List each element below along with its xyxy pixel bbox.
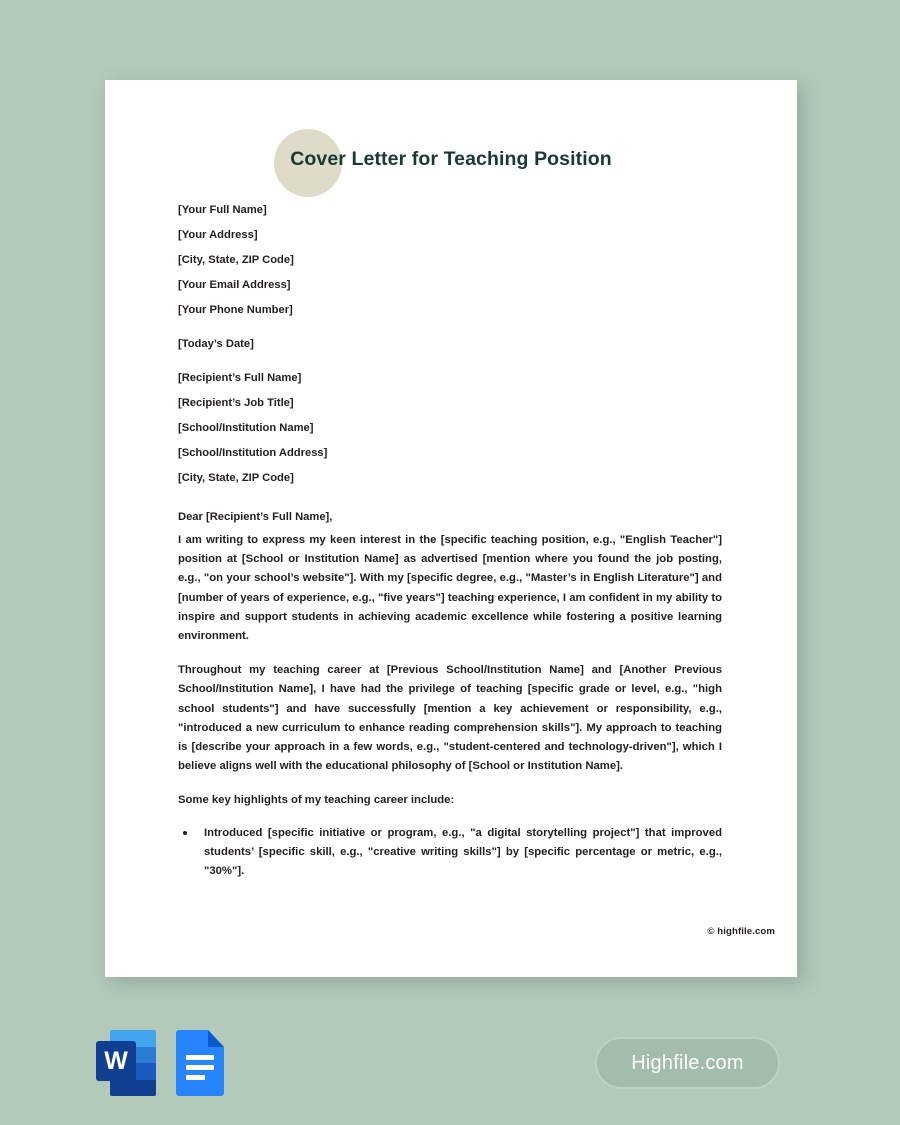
docs-icon-text-line bbox=[186, 1055, 214, 1060]
highlights-lead-in: Some key highlights of my teaching career include: bbox=[178, 794, 455, 807]
docs-icon-text-line bbox=[186, 1075, 205, 1080]
spacer bbox=[178, 323, 722, 332]
recipient-line: [School/Institution Address] bbox=[178, 447, 328, 459]
bullet-icon bbox=[183, 831, 187, 835]
recipient-line: [School/Institution Name] bbox=[178, 422, 314, 434]
salutation: Dear [Recipient’s Full Name], bbox=[178, 511, 333, 523]
recipient-line: [City, State, ZIP Code] bbox=[178, 472, 294, 484]
word-icon-letter: W bbox=[96, 1041, 136, 1081]
recipient-address-block bbox=[178, 366, 722, 491]
sender-line: [Your Email Address] bbox=[178, 279, 291, 291]
docs-icon-fold bbox=[208, 1030, 224, 1047]
microsoft-word-icon[interactable] bbox=[96, 1027, 156, 1099]
brand-badge[interactable] bbox=[595, 1037, 780, 1089]
list-item bbox=[178, 824, 722, 882]
date-line: [Today’s Date] bbox=[178, 338, 254, 350]
sender-address-block bbox=[178, 198, 722, 323]
sender-line: [City, State, ZIP Code] bbox=[178, 254, 294, 266]
google-docs-icon[interactable] bbox=[172, 1029, 228, 1101]
sender-line: [Your Phone Number] bbox=[178, 304, 293, 316]
page-credit: © highfile.com bbox=[707, 926, 775, 937]
word-icon-band bbox=[110, 1080, 156, 1097]
brand-badge-label: Highfile.com bbox=[631, 1051, 744, 1074]
recipient-line: [Recipient’s Full Name] bbox=[178, 372, 302, 384]
format-icons-group bbox=[96, 1027, 228, 1101]
spacer bbox=[178, 357, 722, 366]
body-paragraph: Throughout my teaching career at [Previous School/Institution Name] and [Another Previous School/Institution Name], I have had the privilege of teaching [specific grade or level, e.g., "high school students"] and have successfully [mention a key achievement or responsibility, e.g., "introduced a new curriculum to enhance reading comprehension skills"]. My approach to teaching is [describe your approach in a few words, e.g., "student-centered and technology-driven"], which I believe aligns well with the educational philosophy of [School or Institution Name]. bbox=[178, 664, 722, 773]
sender-line: [Your Full Name] bbox=[178, 204, 267, 216]
spacer bbox=[178, 491, 722, 500]
sender-line: [Your Address] bbox=[178, 229, 258, 241]
document-body bbox=[105, 198, 797, 881]
docs-icon-text-line bbox=[186, 1065, 214, 1070]
list-item-label: Introduced [specific initiative or program, e.g., "a digital storytelling project"] that improved students’ [specific skill, e.g., "creative writing skills"] by [specific percentage or metric, e.g., "30%"]. bbox=[204, 826, 722, 878]
page-title: Cover Letter for Teaching Position bbox=[290, 148, 612, 170]
highlights-list bbox=[178, 824, 722, 882]
body-paragraph: I am writing to express my keen interest in the [specific teaching position, e.g., "English Teacher"] position at [School or Institution Name] as advertised [mention where you found the job posting, e.g., "on your school’s website"]. With my [specific degree, e.g., "Master’s in English Literature"] and [number of years of experience, e.g., "five years"] teaching experience, I am confident in my ability to inspire and support students in achieving academic excellence while fostering a positive learning environment. bbox=[178, 534, 722, 643]
document-page bbox=[105, 80, 797, 977]
document-header bbox=[105, 80, 797, 198]
bottom-bar bbox=[0, 1015, 900, 1110]
recipient-line: [Recipient’s Job Title] bbox=[178, 397, 294, 409]
